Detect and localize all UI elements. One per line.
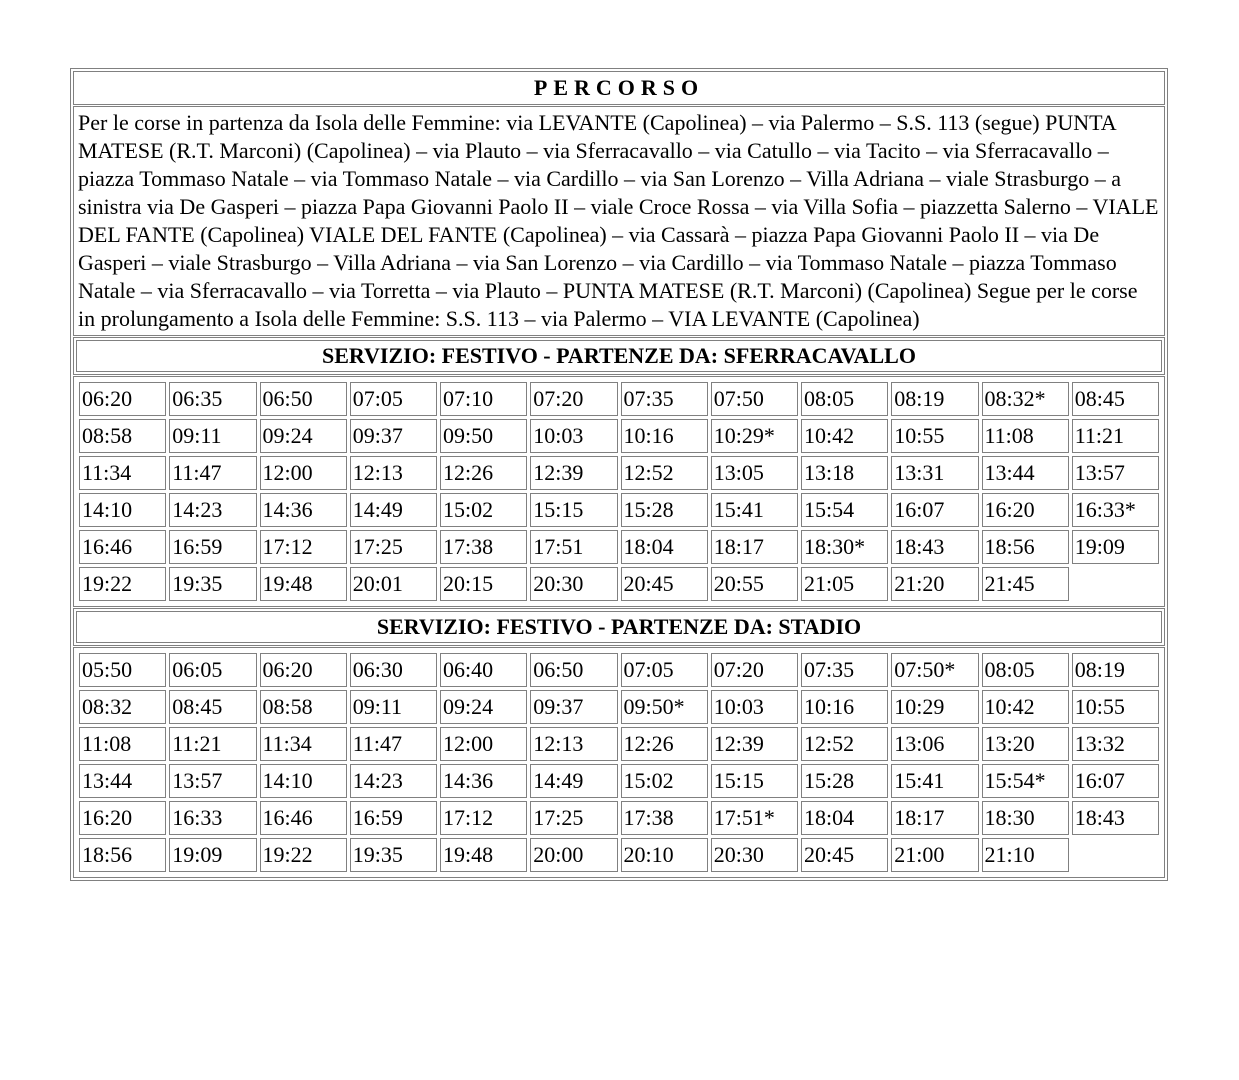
sferracavallo-header: [73, 337, 1165, 375]
departure-time: 12:00: [260, 456, 347, 490]
departure-time: 12:26: [621, 727, 708, 761]
sferracavallo-times-table: [76, 379, 1162, 604]
departure-time: 07:05: [350, 382, 437, 416]
departure-time: 07:50*: [891, 653, 978, 687]
departure-time: 17:51*: [711, 801, 798, 835]
departure-time: 18:17: [891, 801, 978, 835]
departure-time: 17:25: [530, 801, 617, 835]
departure-time: 07:20: [530, 382, 617, 416]
departure-time: 15:28: [621, 493, 708, 527]
departure-time: 17:38: [440, 530, 527, 564]
departure-time: 12:13: [530, 727, 617, 761]
departure-time: 13:20: [982, 727, 1069, 761]
departure-time: 21:20: [891, 567, 978, 601]
departure-time: 14:10: [79, 493, 166, 527]
route-description: [73, 106, 1165, 336]
departure-time: 13:18: [801, 456, 888, 490]
route-header: [73, 71, 1165, 105]
departure-time: 15:15: [530, 493, 617, 527]
departure-time: 20:01: [350, 567, 437, 601]
departure-time: 06:20: [79, 382, 166, 416]
departure-time: 19:22: [260, 838, 347, 872]
departure-time: 09:37: [350, 419, 437, 453]
departure-time: 08:32*: [982, 382, 1069, 416]
departure-time: 07:35: [801, 653, 888, 687]
departure-time: 06:50: [260, 382, 347, 416]
departure-time: 15:54: [801, 493, 888, 527]
departure-time: 13:57: [169, 764, 256, 798]
departure-time: 13:44: [79, 764, 166, 798]
departure-time: 11:08: [79, 727, 166, 761]
departure-time: 12:13: [350, 456, 437, 490]
departure-time: 18:43: [891, 530, 978, 564]
departure-time: 17:51: [530, 530, 617, 564]
departure-time: 12:26: [440, 456, 527, 490]
sferracavallo-title: SERVIZIO: FESTIVO - PARTENZE DA: SFERRACAVALLO: [76, 340, 1162, 372]
departure-time: 11:47: [350, 727, 437, 761]
departure-time: 21:45: [982, 567, 1069, 601]
departure-time: 12:39: [711, 727, 798, 761]
departure-time: 11:34: [260, 727, 347, 761]
departure-time: 18:17: [711, 530, 798, 564]
departure-time: 07:35: [621, 382, 708, 416]
departure-time: 10:03: [530, 419, 617, 453]
departure-time: 08:19: [1072, 653, 1159, 687]
time-row: [79, 801, 1159, 835]
time-row: [79, 727, 1159, 761]
departure-time: 06:20: [260, 653, 347, 687]
departure-time: 20:15: [440, 567, 527, 601]
departure-time: 07:10: [440, 382, 527, 416]
departure-time: 18:04: [621, 530, 708, 564]
stadio-header: [73, 608, 1165, 646]
departure-time: 16:20: [982, 493, 1069, 527]
departure-time: 09:11: [350, 690, 437, 724]
departure-time: 08:45: [169, 690, 256, 724]
departure-time: 16:46: [79, 530, 166, 564]
departure-time: 20:30: [711, 838, 798, 872]
departure-time: 20:45: [621, 567, 708, 601]
departure-time: 14:49: [350, 493, 437, 527]
departure-time: 19:48: [440, 838, 527, 872]
departure-time: 12:52: [801, 727, 888, 761]
departure-time: 18:04: [801, 801, 888, 835]
departure-time: 12:00: [440, 727, 527, 761]
departure-time: 06:40: [440, 653, 527, 687]
departure-time: 14:49: [530, 764, 617, 798]
departure-time: 20:55: [711, 567, 798, 601]
departure-time: 10:16: [621, 419, 708, 453]
departure-time: 11:21: [169, 727, 256, 761]
departure-time: 09:37: [530, 690, 617, 724]
departure-time: 06:50: [530, 653, 617, 687]
departure-time: 07:50: [711, 382, 798, 416]
departure-time: 13:57: [1072, 456, 1159, 490]
departure-time: 14:23: [169, 493, 256, 527]
departure-time: 20:00: [530, 838, 617, 872]
departure-time: 20:30: [530, 567, 617, 601]
time-row: [79, 419, 1159, 453]
departure-time: 08:05: [801, 382, 888, 416]
departure-time: 21:00: [891, 838, 978, 872]
departure-time: 21:10: [982, 838, 1069, 872]
departure-time: 11:08: [982, 419, 1069, 453]
departure-time: 18:56: [79, 838, 166, 872]
stadio-times-table: [76, 650, 1162, 875]
departure-time: 17:12: [440, 801, 527, 835]
departure-time: 10:42: [801, 419, 888, 453]
departure-time: 06:30: [350, 653, 437, 687]
departure-time: 16:20: [79, 801, 166, 835]
departure-time: 10:29: [891, 690, 978, 724]
departure-time: 15:02: [440, 493, 527, 527]
departure-time: 19:35: [169, 567, 256, 601]
departure-time: 17:25: [350, 530, 437, 564]
time-row: [79, 653, 1159, 687]
departure-time: [1072, 838, 1159, 872]
departure-time: 19:09: [169, 838, 256, 872]
route-text: Per le corse in partenza da Isola delle Femmine: via LEVANTE (Capolinea) – via Palermo – S.S. 113 (segue) PUNTA MATESE (R.T. Marconi) (Capolinea) – via Plauto – via Sferracavallo – via Catullo – via Tacito – via Sferracavallo – piazza Tommaso Natale – via Tommaso Natale – via Cardillo – via San Lorenzo – Villa Adriana – viale Strasburgo – a sinistra via De Gasperi – piazza Papa Giovanni Paolo II – viale Croce Rossa – via Villa Sofia – piazzetta Salerno – VIALE DEL FANTE (Capolinea) VIALE DEL FANTE (Capolinea) – via Cassarà – piazza Papa Giovanni Paolo II – via De Gasperi – viale Strasburgo – Villa Adriana – via San Lorenzo – via Cardillo – via Tommaso Natale – piazza Tommaso Natale – via Sferracavallo – via Torretta – via Plauto – PUNTA MATESE (R.T. Marconi) (Capolinea) Segue per le corse in prolungamento a Isola delle Femmine: S.S. 113 – via Palermo – VIA LEVANTE (Capolinea): [78, 110, 1159, 331]
departure-time: 11:21: [1072, 419, 1159, 453]
sferracavallo-schedule: [73, 376, 1165, 607]
departure-time: 06:35: [169, 382, 256, 416]
departure-time: 07:20: [711, 653, 798, 687]
departure-time: 10:55: [891, 419, 978, 453]
time-row: [79, 493, 1159, 527]
time-row: [79, 764, 1159, 798]
departure-time: 12:39: [530, 456, 617, 490]
departure-time: [1072, 567, 1159, 601]
departure-time: 15:02: [621, 764, 708, 798]
departure-time: 18:56: [982, 530, 1069, 564]
time-row: [79, 690, 1159, 724]
departure-time: 10:16: [801, 690, 888, 724]
departure-time: 11:47: [169, 456, 256, 490]
departure-time: 15:28: [801, 764, 888, 798]
departure-time: 09:50*: [621, 690, 708, 724]
departure-time: 12:52: [621, 456, 708, 490]
route-title: PERCORSO: [533, 75, 705, 100]
departure-time: 16:07: [1072, 764, 1159, 798]
time-row: [79, 530, 1159, 564]
departure-time: 18:30*: [801, 530, 888, 564]
timetable: [70, 68, 1168, 881]
departure-time: 18:43: [1072, 801, 1159, 835]
departure-time: 20:10: [621, 838, 708, 872]
departure-time: 09:50: [440, 419, 527, 453]
departure-time: 13:06: [891, 727, 978, 761]
departure-time: 09:24: [440, 690, 527, 724]
departure-time: 18:30: [982, 801, 1069, 835]
departure-time: 08:45: [1072, 382, 1159, 416]
departure-time: 15:15: [711, 764, 798, 798]
departure-time: 15:41: [711, 493, 798, 527]
departure-time: 10:03: [711, 690, 798, 724]
departure-time: 09:11: [169, 419, 256, 453]
departure-time: 08:19: [891, 382, 978, 416]
departure-time: 10:42: [982, 690, 1069, 724]
departure-time: 19:22: [79, 567, 166, 601]
departure-time: 16:59: [169, 530, 256, 564]
departure-time: 07:05: [621, 653, 708, 687]
time-row: [79, 456, 1159, 490]
departure-time: 13:05: [711, 456, 798, 490]
departure-time: 16:59: [350, 801, 437, 835]
departure-time: 14:10: [260, 764, 347, 798]
time-row: [79, 567, 1159, 601]
departure-time: 17:38: [621, 801, 708, 835]
departure-time: 19:09: [1072, 530, 1159, 564]
departure-time: 10:29*: [711, 419, 798, 453]
time-row: [79, 382, 1159, 416]
departure-time: 19:48: [260, 567, 347, 601]
stadio-schedule: [73, 647, 1165, 878]
departure-time: 16:46: [260, 801, 347, 835]
departure-time: 17:12: [260, 530, 347, 564]
departure-time: 10:55: [1072, 690, 1159, 724]
departure-time: 05:50: [79, 653, 166, 687]
departure-time: 15:41: [891, 764, 978, 798]
departure-time: 09:24: [260, 419, 347, 453]
departure-time: 16:33: [169, 801, 256, 835]
departure-time: 13:31: [891, 456, 978, 490]
departure-time: 14:36: [440, 764, 527, 798]
departure-time: 08:32: [79, 690, 166, 724]
departure-time: 14:36: [260, 493, 347, 527]
departure-time: 16:07: [891, 493, 978, 527]
departure-time: 06:05: [169, 653, 256, 687]
departure-time: 08:58: [79, 419, 166, 453]
departure-time: 11:34: [79, 456, 166, 490]
departure-time: 13:32: [1072, 727, 1159, 761]
departure-time: 21:05: [801, 567, 888, 601]
departure-time: 08:58: [260, 690, 347, 724]
departure-time: 20:45: [801, 838, 888, 872]
departure-time: 13:44: [982, 456, 1069, 490]
departure-time: 15:54*: [982, 764, 1069, 798]
time-row: [79, 838, 1159, 872]
departure-time: 08:05: [982, 653, 1069, 687]
departure-time: 16:33*: [1072, 493, 1159, 527]
stadio-title: SERVIZIO: FESTIVO - PARTENZE DA: STADIO: [76, 611, 1162, 643]
departure-time: 19:35: [350, 838, 437, 872]
departure-time: 14:23: [350, 764, 437, 798]
